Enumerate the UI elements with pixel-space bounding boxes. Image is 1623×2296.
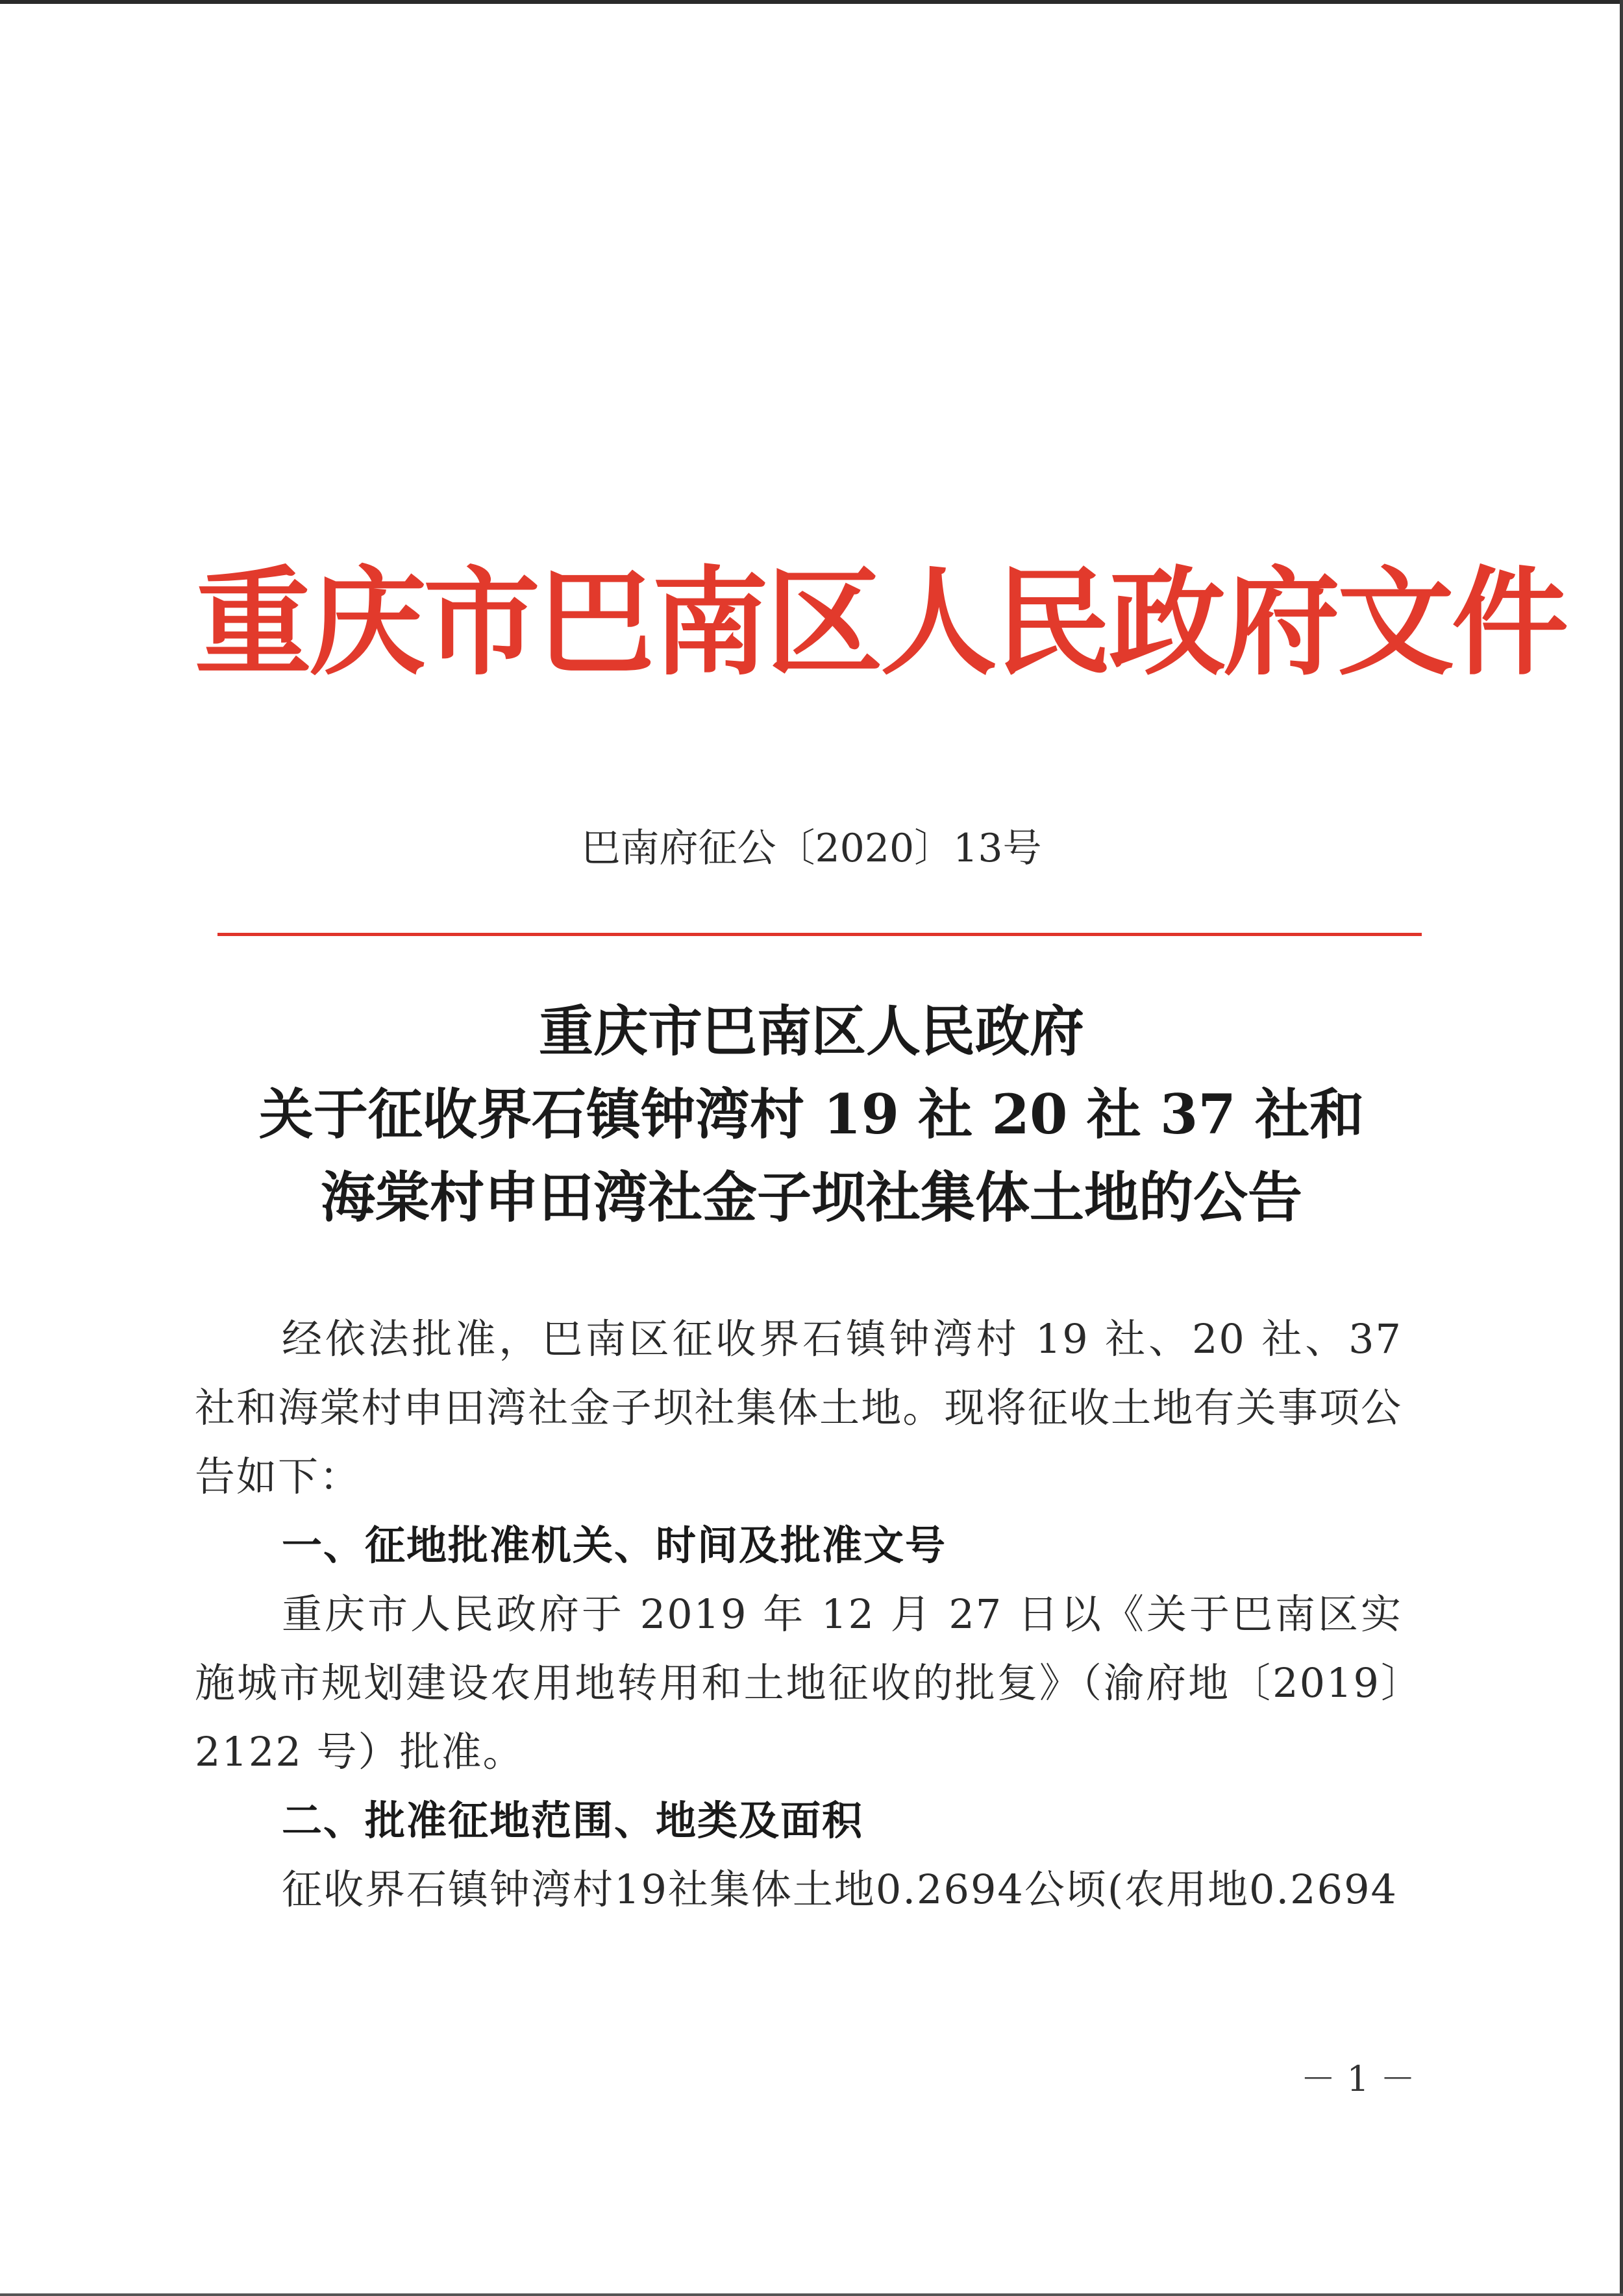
title-line-1: 重庆市巴南区人民政府 <box>538 999 1084 1063</box>
scan-edge-bottom <box>0 2293 1623 2296</box>
document-number: 巴南府征公〔2020〕13号 <box>581 826 1042 871</box>
page-number: － 1 － <box>1300 2058 1415 2099</box>
intro-paragraph: 经依法批准，巴南区征收界石镇钟湾村 19 社、20 社、37 社和海棠村申田湾社金子坝社集体土地。现将征收土地有关事项公告如下： <box>195 1315 1402 1500</box>
document-red-header: 重庆市巴南区人民政府文件 <box>195 554 1567 691</box>
section-2-heading: 二、批准征地范围、地类及面积 <box>282 1797 864 1844</box>
section-1-paragraph: 重庆市人民政府于 2019 年 12 月 27 日以《关于巴南区实施城市规划建设农用地转用和土地征收的批复》（渝府地〔2019〕2122 号）批准。 <box>195 1590 1402 1775</box>
section-1-heading: 一、征地批准机关、时间及批准文号 <box>282 1522 947 1569</box>
title-line-3: 海棠村申田湾社金子坝社集体土地的公告 <box>320 1165 1302 1229</box>
document-body <box>195 1305 1402 1924</box>
section-2-paragraph: 征收界石镇钟湾村19社集体土地0.2694公顷(农用地0.2694 <box>282 1866 1398 1913</box>
title-line-2: 关于征收界石镇钟湾村 19 社 20 社 37 社和 <box>258 1082 1365 1146</box>
scan-edge-top <box>0 0 1623 4</box>
red-separator-line <box>217 933 1422 936</box>
scan-edge-right <box>1620 0 1623 2296</box>
document-title <box>195 990 1428 1239</box>
